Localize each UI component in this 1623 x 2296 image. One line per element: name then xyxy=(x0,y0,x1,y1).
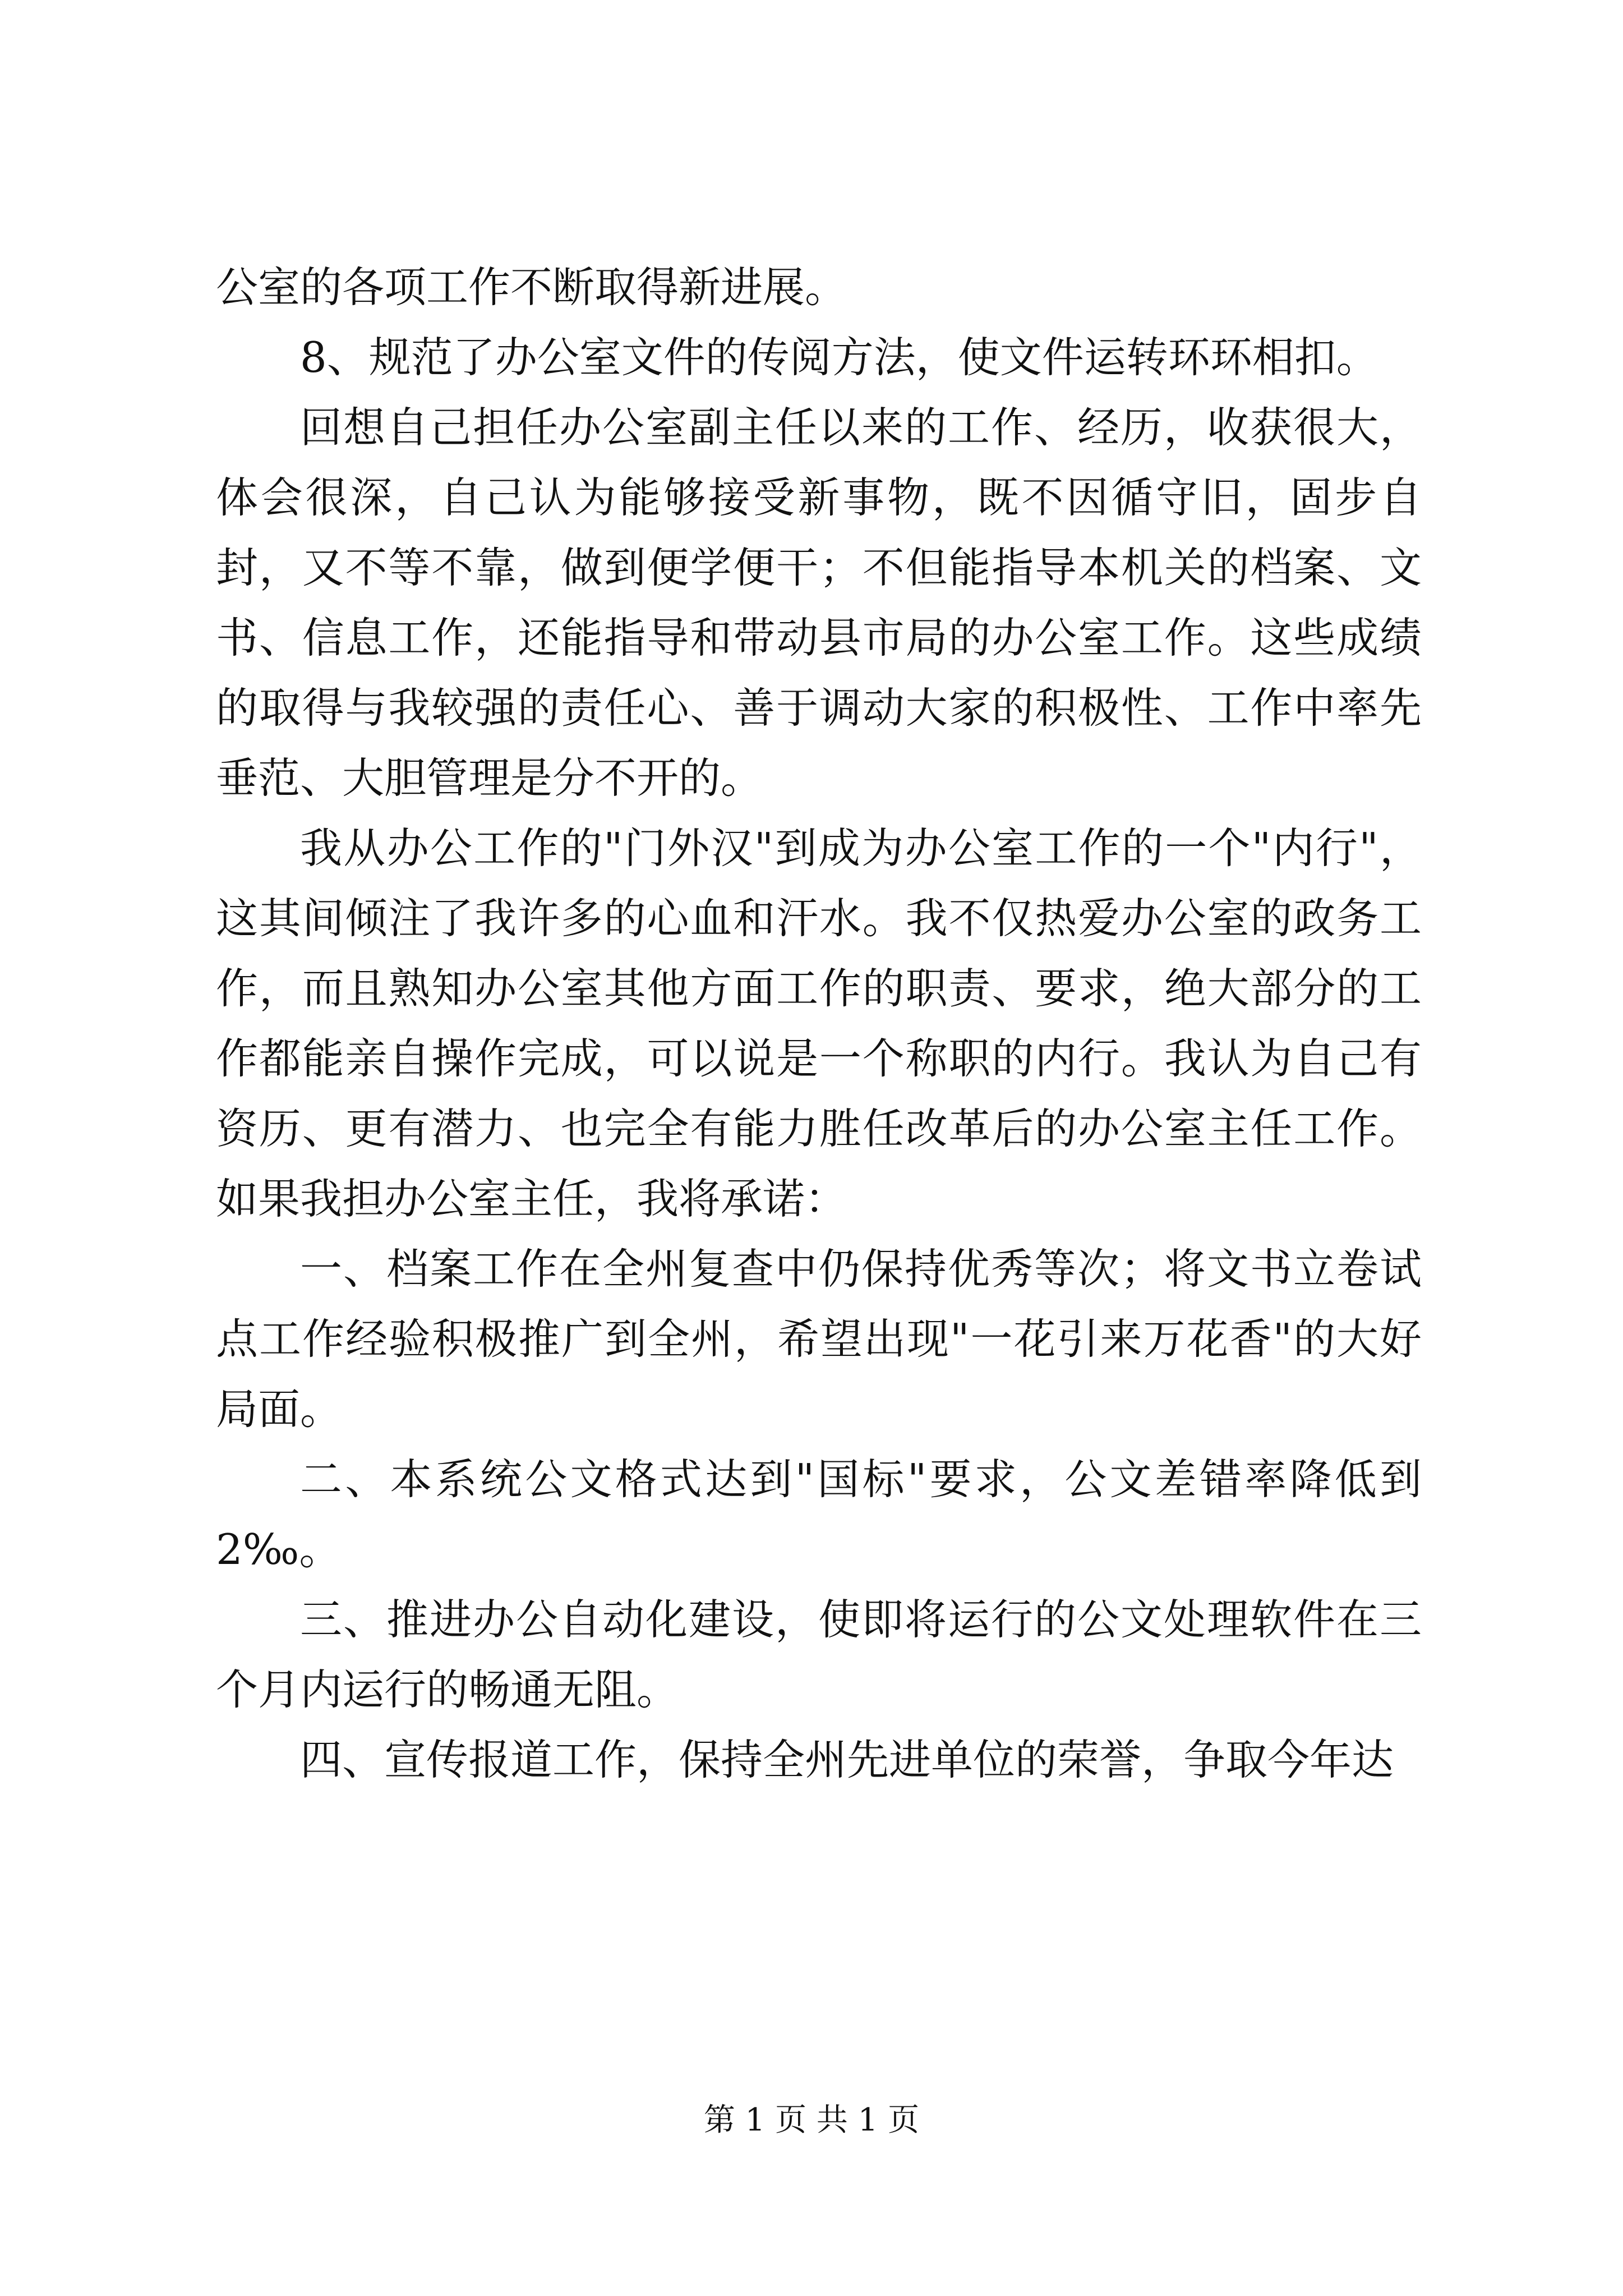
page-number-footer: 第 1 页 共 1 页 xyxy=(703,2102,920,2138)
document-body xyxy=(216,252,1422,1795)
paragraph-commitment-3: 三、推进办公自动化建设，使即将运行的公文处理软件在三个月内运行的畅通无阻。 xyxy=(216,1595,1422,1714)
paragraph-commitment-2: 二、本系统公文格式达到"国标"要求，公文差错率降低到2‰。 xyxy=(216,1455,1422,1574)
paragraph-continuation: 公室的各项工作不断取得新进展。 xyxy=(216,263,847,312)
paragraph-reflection: 回想自己担任办公室副主任以来的工作、经历，收获很大，体会很深，自己认为能够接受新事物，既不因循守旧，固步自封，又不等不靠，做到便学便干；不但能指导本机关的档案、文书、信息工作，还能指导和带动县市局的办公室工作。这些成绩的取得与我较强的责任心、善于调动大家的积极性、工作中率先垂范、大胆管理是分不开的。 xyxy=(216,403,1422,803)
paragraph-commitment-1: 一、档案工作在全州复查中仍保持优秀等次；将文书立卷试点工作经验积极推广到全州，希望出现"一花引来万花香"的大好局面。 xyxy=(216,1244,1422,1434)
paragraph-item-8: 8、规范了办公室文件的传阅方法，使文件运转环环相扣。 xyxy=(300,333,1378,382)
paragraph-commitment-4: 四、宣传报道工作，保持全州先进单位的荣誉，争取今年达 xyxy=(300,1735,1394,1784)
paragraph-experience: 我从办公工作的"门外汉"到成为办公室工作的一个"内行"，这其间倾注了我许多的心血和汗水。我不仅热爱办公室的政务工作，而且熟知办公室其他方面工作的职责、要求，绝大部分的工作都能亲自操作完成，可以说是一个称职的内行。我认为自己有资历、更有潜力、也完全有能力胜任改革后的办公室主任工作。如果我担办公室主任，我将承诺： xyxy=(216,823,1422,1223)
